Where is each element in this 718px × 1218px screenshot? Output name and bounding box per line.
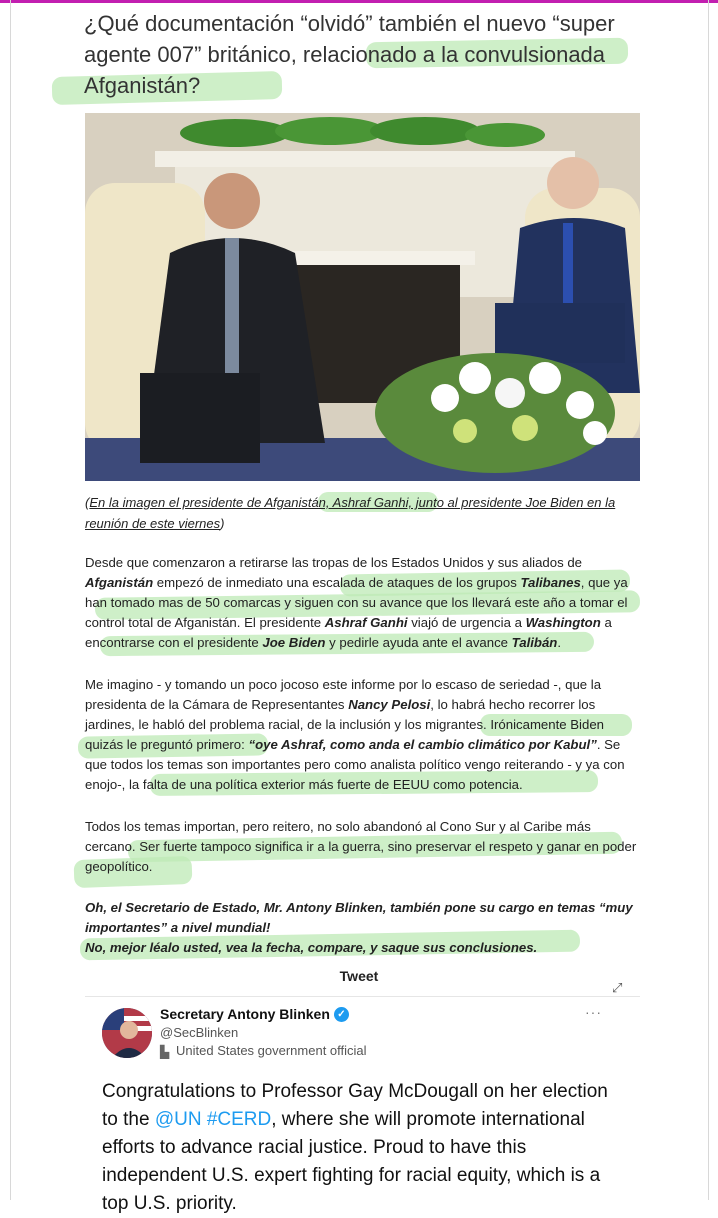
divider xyxy=(85,996,640,997)
emphasis: Talibanes xyxy=(520,575,581,590)
article-title: ¿Qué documentación “olvidó” también el nuevo “super agente 007” británico, relacionado a la convulsionada Afganistán? xyxy=(84,11,615,98)
verified-badge-icon: ✓ xyxy=(334,1007,349,1022)
paragraph-1 xyxy=(85,553,645,653)
caption-close: ) xyxy=(220,516,225,531)
caption-open: ( xyxy=(85,495,90,510)
tweet-text xyxy=(102,1078,622,1218)
text: Oh, el Secretario de Estado, Mr. Antony Blinken, también pone su cargo en temas “muy importantes” a nivel mundial! xyxy=(85,900,633,935)
text: . xyxy=(557,635,562,650)
article-photo xyxy=(85,113,640,481)
text: Me imagino - y tomando un poco jocoso este informe por lo escaso de seriedad -, que la presidenta de la Cámara de Representantes xyxy=(85,677,602,712)
photo-caption xyxy=(85,492,645,534)
text: a encontrarse con el presidente xyxy=(85,615,612,650)
government-label: United States government official xyxy=(176,1043,367,1058)
paragraph-2 xyxy=(85,675,645,795)
mention-link[interactable]: @UN xyxy=(154,1109,202,1130)
left-page-border xyxy=(10,0,11,1200)
emphasis: Afganistán xyxy=(85,575,154,590)
emphasis: Talibán xyxy=(511,635,558,650)
tweet-label: Tweet xyxy=(339,968,379,984)
top-accent-bar xyxy=(0,0,718,3)
emphasis: Nancy Pelosi xyxy=(348,697,431,712)
text: , que ya han tomado mas de 50 comarcas y siguen con su avance que los llevará este año a tomar el control total de Afganistán. El presidente xyxy=(85,575,628,630)
expand-icon[interactable]: ⤢ xyxy=(612,980,623,995)
text: viajó de urgencia a xyxy=(407,615,526,630)
avatar[interactable] xyxy=(102,1008,152,1058)
paragraph-3: Todos los temas importan, pero reitero, no solo abandonó al Cono Sur y al Caribe más cercano. Ser fuerte tampoco significa ir a la guerra, sino preservar el respeto y ganar en poder geopolítico. xyxy=(85,819,637,874)
hashtag-link[interactable]: #CERD xyxy=(206,1109,272,1130)
text: , where she will promote international efforts to advance racial justice. Proud to have this independent U.S. expert fighting for racial equity, which is a top U.S. priority. xyxy=(102,1109,601,1214)
government-building-icon: ▙ xyxy=(160,1045,170,1059)
caption-text: En la imagen el presidente de Afganistán, Ashraf Ganhi, junto al presidente Joe Biden en la reunión de este viernes xyxy=(85,495,616,531)
text: empezó de inmediato una escalada de ataques de los grupos xyxy=(153,575,521,590)
paragraph-4 xyxy=(85,898,645,958)
text: Desde que comenzaron a retirarse las tropas de los Estados Unidos y sus aliados de xyxy=(85,555,582,570)
tweet-author-handle[interactable]: @SecBlinken xyxy=(160,1025,239,1040)
text: Congratulations to Professor Gay McDougall on her election to the xyxy=(102,1081,608,1130)
emphasis: Joe Biden xyxy=(262,635,326,650)
text: . Se que todos los temas son importantes pero como analista político vengo reiterando - y ya con enojo-, la falta de una política exterior más fuerte de EEUU como potencia. xyxy=(85,737,625,792)
more-options-icon[interactable]: ··· xyxy=(585,1004,602,1020)
tweet-author-name[interactable]: Secretary Antony Blinken xyxy=(160,1006,330,1022)
text: y pedirle ayuda ante el avance xyxy=(325,635,512,650)
right-page-border xyxy=(708,0,709,1200)
text: No, mejor léalo usted, vea la fecha, compare, y saque sus conclusiones. xyxy=(85,940,538,955)
emphasis: Washington xyxy=(525,615,601,630)
text: , lo habrá hecho recorrer los jardines, le habló del problema racial, de la inclusión y los migrantes. Irónicamente Biden quizás le preguntó primero: xyxy=(85,697,604,752)
emphasis: Ashraf Ganhi xyxy=(324,615,408,630)
quote: “oye Ashraf, como anda el cambio climático por Kabul” xyxy=(248,737,597,752)
